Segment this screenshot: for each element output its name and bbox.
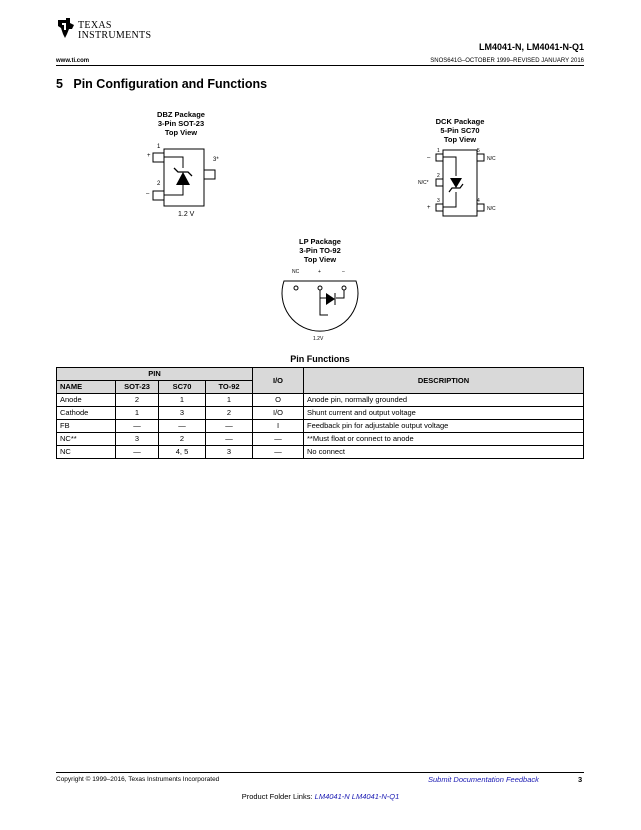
dck-nc-left-label: N/C*	[418, 180, 429, 186]
cell-io: —	[253, 433, 304, 446]
dck-pin3-label: 3	[437, 198, 440, 204]
table-row	[57, 446, 584, 459]
cell-sot23: 3	[116, 433, 159, 446]
dck-nc-right-top-label: N/C	[487, 156, 496, 162]
dbz-pin2-label: 2	[157, 181, 161, 187]
cell-description: No connect	[304, 446, 584, 459]
dbz-title-line3: Top View	[164, 128, 198, 137]
dbz-pin1-label: 1	[157, 144, 161, 150]
dck-minus-label: –	[427, 155, 431, 161]
cell-sot23: —	[116, 420, 159, 433]
cell-io: I	[253, 420, 304, 433]
cell-to92: —	[206, 420, 253, 433]
cell-to92: —	[206, 433, 253, 446]
folder-link-lm4041-n-q1[interactable]: LM4041-N-Q1	[351, 792, 400, 801]
lp-pin-plus-label: +	[318, 269, 321, 275]
section-title: Pin Configuration and Functions	[73, 77, 268, 91]
cell-sot23: 1	[116, 407, 159, 420]
dck-pin1-label: 1	[437, 148, 440, 154]
to92-header: TO-92	[206, 381, 253, 394]
section-number: 5	[56, 77, 63, 91]
cell-description: Shunt current and output voltage	[304, 407, 584, 420]
footer-rule	[56, 772, 584, 773]
dck-title-line3: Top View	[443, 135, 477, 144]
sc70-header: SC70	[159, 381, 206, 394]
dck-nc-right-bottom-label: N/C	[487, 206, 496, 212]
dbz-caption: 1.2 V	[178, 211, 195, 218]
cell-io: O	[253, 394, 304, 407]
dck-plus-label: +	[427, 205, 431, 211]
pin-group-header: PIN	[57, 368, 253, 381]
cell-description: **Must float or connect to anode	[304, 433, 584, 446]
dck-pin4-label: 4	[477, 198, 480, 204]
lp-caption: 1.2V	[313, 336, 324, 342]
doc-revision: SNOS641G–OCTOBER 1999–REVISED JANUARY 2016	[430, 58, 584, 64]
table-row	[57, 433, 584, 446]
cell-sot23: 2	[116, 394, 159, 407]
cell-sc70: 4, 5	[159, 446, 206, 459]
brand-line2: INSTRUMENTS	[78, 30, 152, 41]
dck-title-line1: DCK Package	[435, 117, 485, 126]
cell-name: FB	[57, 420, 116, 433]
dbz-plus-label: +	[147, 153, 151, 159]
page-number: 3	[578, 775, 583, 784]
dck-title-line2: 5-Pin SC70	[440, 126, 480, 135]
table-row	[57, 394, 584, 407]
lp-package-title	[270, 237, 370, 264]
dbz-pin3-label: 3*	[213, 157, 219, 163]
dck-package-title	[410, 117, 510, 144]
dbz-package-title	[131, 110, 231, 137]
cell-io: —	[253, 446, 304, 459]
cell-name: NC	[57, 446, 116, 459]
copyright: Copyright © 1999–2016, Texas Instruments Incorporated	[56, 776, 220, 783]
cell-description: Feedback pin for adjustable output voltage	[304, 420, 584, 433]
section-heading	[56, 77, 267, 91]
lp-pin-minus-label: –	[342, 269, 345, 275]
ti-logo	[56, 16, 176, 42]
cell-name: Anode	[57, 394, 116, 407]
io-header: I/O	[253, 368, 304, 394]
sot23-header: SOT-23	[116, 381, 159, 394]
cell-description: Anode pin, normally grounded	[304, 394, 584, 407]
cell-sc70: —	[159, 420, 206, 433]
cell-name: Cathode	[57, 407, 116, 420]
lp-title-line2: 3-Pin TO-92	[299, 246, 341, 255]
table-row	[57, 420, 584, 433]
cell-sc70: 1	[159, 394, 206, 407]
cell-name: NC**	[57, 433, 116, 446]
cell-sot23: —	[116, 446, 159, 459]
header-rule	[56, 65, 584, 66]
folder-links-prefix: Product Folder Links:	[241, 792, 313, 801]
cell-io: I/O	[253, 407, 304, 420]
ti-logo-icon	[56, 16, 76, 40]
cell-to92: 1	[206, 394, 253, 407]
name-header: NAME	[57, 381, 116, 394]
table-header-row	[57, 368, 584, 381]
folder-link-lm4041-n[interactable]: LM4041-N	[314, 792, 350, 801]
dbz-package-diagram	[140, 140, 240, 210]
cell-to92: 3	[206, 446, 253, 459]
product-folder-links	[0, 792, 641, 801]
website-link[interactable]: www.ti.com	[56, 58, 90, 64]
lp-title-line3: Top View	[303, 255, 337, 264]
brand-line1: TEXAS	[78, 20, 112, 31]
cell-sc70: 2	[159, 433, 206, 446]
lp-title-line1: LP Package	[299, 237, 341, 246]
dck-pin5-label: 5	[477, 148, 480, 154]
cell-sc70: 3	[159, 407, 206, 420]
cell-to92: 2	[206, 407, 253, 420]
lp-pin-nc-label: NC	[292, 269, 300, 275]
dbz-title-line1: DBZ Package	[157, 110, 205, 119]
submit-feedback-link[interactable]: Submit Documentation Feedback	[428, 775, 539, 784]
part-numbers: LM4041-N, LM4041-N-Q1	[478, 42, 584, 52]
description-header: DESCRIPTION	[304, 368, 584, 394]
pin-functions-table	[56, 367, 584, 459]
dbz-minus-label: –	[146, 191, 150, 197]
dck-pin2-label: 2	[437, 173, 440, 179]
dbz-title-line2: 3-Pin SOT-23	[157, 119, 205, 128]
table-row	[57, 407, 584, 420]
pin-functions-title: Pin Functions	[290, 354, 350, 364]
